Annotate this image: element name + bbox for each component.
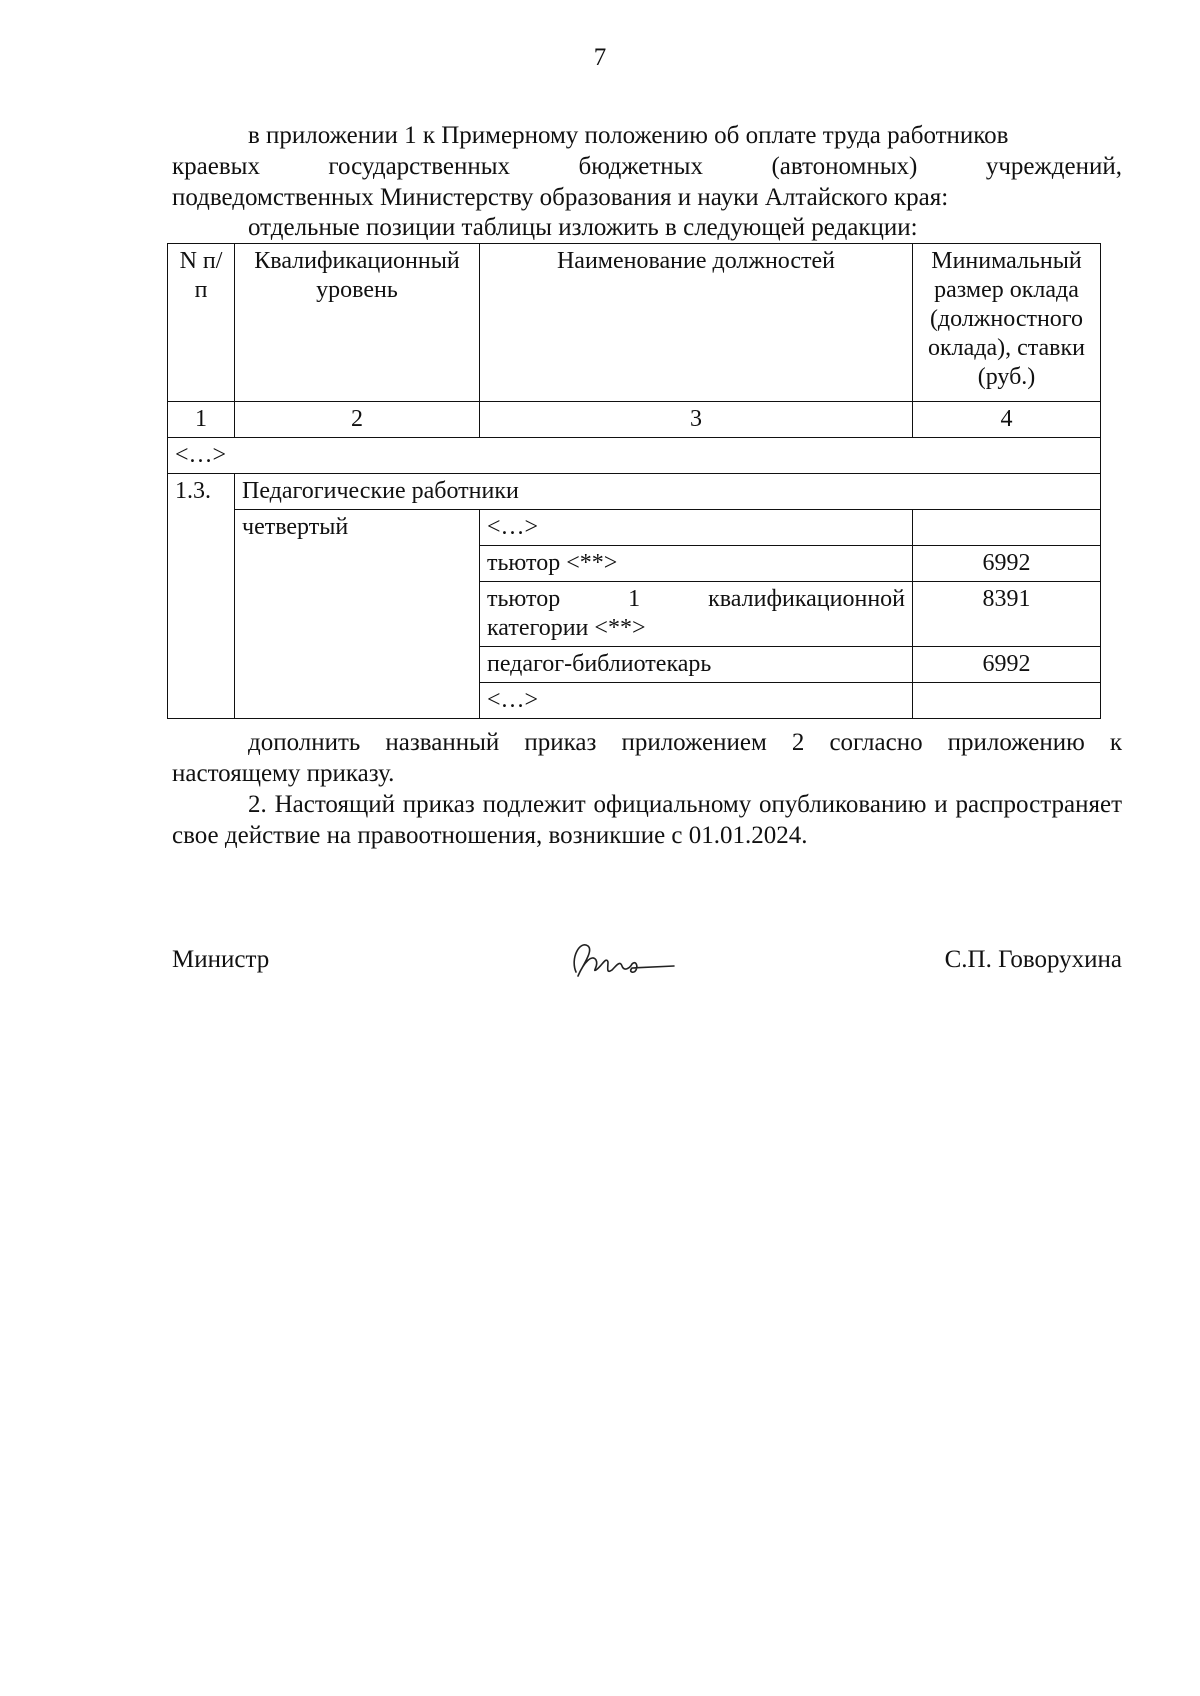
section-title: Педагогические работники: [235, 474, 1101, 510]
position-name-line-1: тьютор 1 квалификационной: [487, 586, 905, 612]
position-salary: 6992: [913, 546, 1101, 582]
handwritten-signature: [566, 932, 678, 986]
intro-line-4: отдельные позиции таблицы изложить в следующей редакции:: [248, 214, 918, 241]
position-salary: 8391: [913, 582, 1101, 647]
col-number-1: 1: [168, 402, 235, 438]
closing-paragraph-1: дополнить названный приказ приложением 2 согласно приложению к настоящему приказу.: [172, 729, 1122, 787]
header-level: Квалификационный уровень: [235, 244, 480, 402]
header-salary: Минимальный размер оклада (должностного оклада), ставки (руб.): [913, 244, 1101, 402]
signature-block: [0, 932, 1200, 992]
header-num: N п/п: [168, 244, 235, 402]
table-section-row: [168, 474, 1101, 510]
col-number-3: 3: [480, 402, 913, 438]
table-row: [168, 510, 1101, 546]
position-name-line-2: категории <**>: [487, 615, 646, 641]
intro-line-2: краевых государственных бюджетных (автономных) учреждений,: [172, 153, 1122, 180]
position-salary: 6992: [913, 647, 1101, 683]
table-column-numbers-row: [168, 402, 1101, 438]
position-salary: [913, 510, 1101, 546]
position-name: <…>: [480, 683, 913, 719]
closing-paragraph-2: 2. Настоящий приказ подлежит официальному опубликованию и распространяет свое действие на правоотношения, возникшие с 01.01.2024.: [172, 791, 1122, 849]
signatory-title: Министр: [172, 946, 270, 973]
section-number: 1.3.: [168, 474, 235, 719]
table-header-row: [168, 244, 1101, 402]
intro-line-1: в приложении 1 к Примерному положению об оплате труда работников: [248, 122, 1009, 149]
position-name: педагог-библиотекарь: [480, 647, 913, 683]
page-number: 7: [593, 44, 607, 71]
ellipsis-cell: <…>: [168, 438, 1101, 474]
col-number-4: 4: [913, 402, 1101, 438]
position-salary: [913, 683, 1101, 719]
level-name: четвертый: [235, 510, 480, 719]
position-name: тьютор <**>: [480, 546, 913, 582]
signatory-name: С.П. Говорухина: [944, 946, 1122, 973]
positions-table: [167, 243, 1101, 719]
position-name: [480, 582, 913, 647]
table-ellipsis-row: [168, 438, 1101, 474]
intro-line-3: подведомственных Министерству образования и науки Алтайского края:: [172, 184, 949, 211]
position-name: <…>: [480, 510, 913, 546]
header-name: Наименование должностей: [480, 244, 913, 402]
col-number-2: 2: [235, 402, 480, 438]
